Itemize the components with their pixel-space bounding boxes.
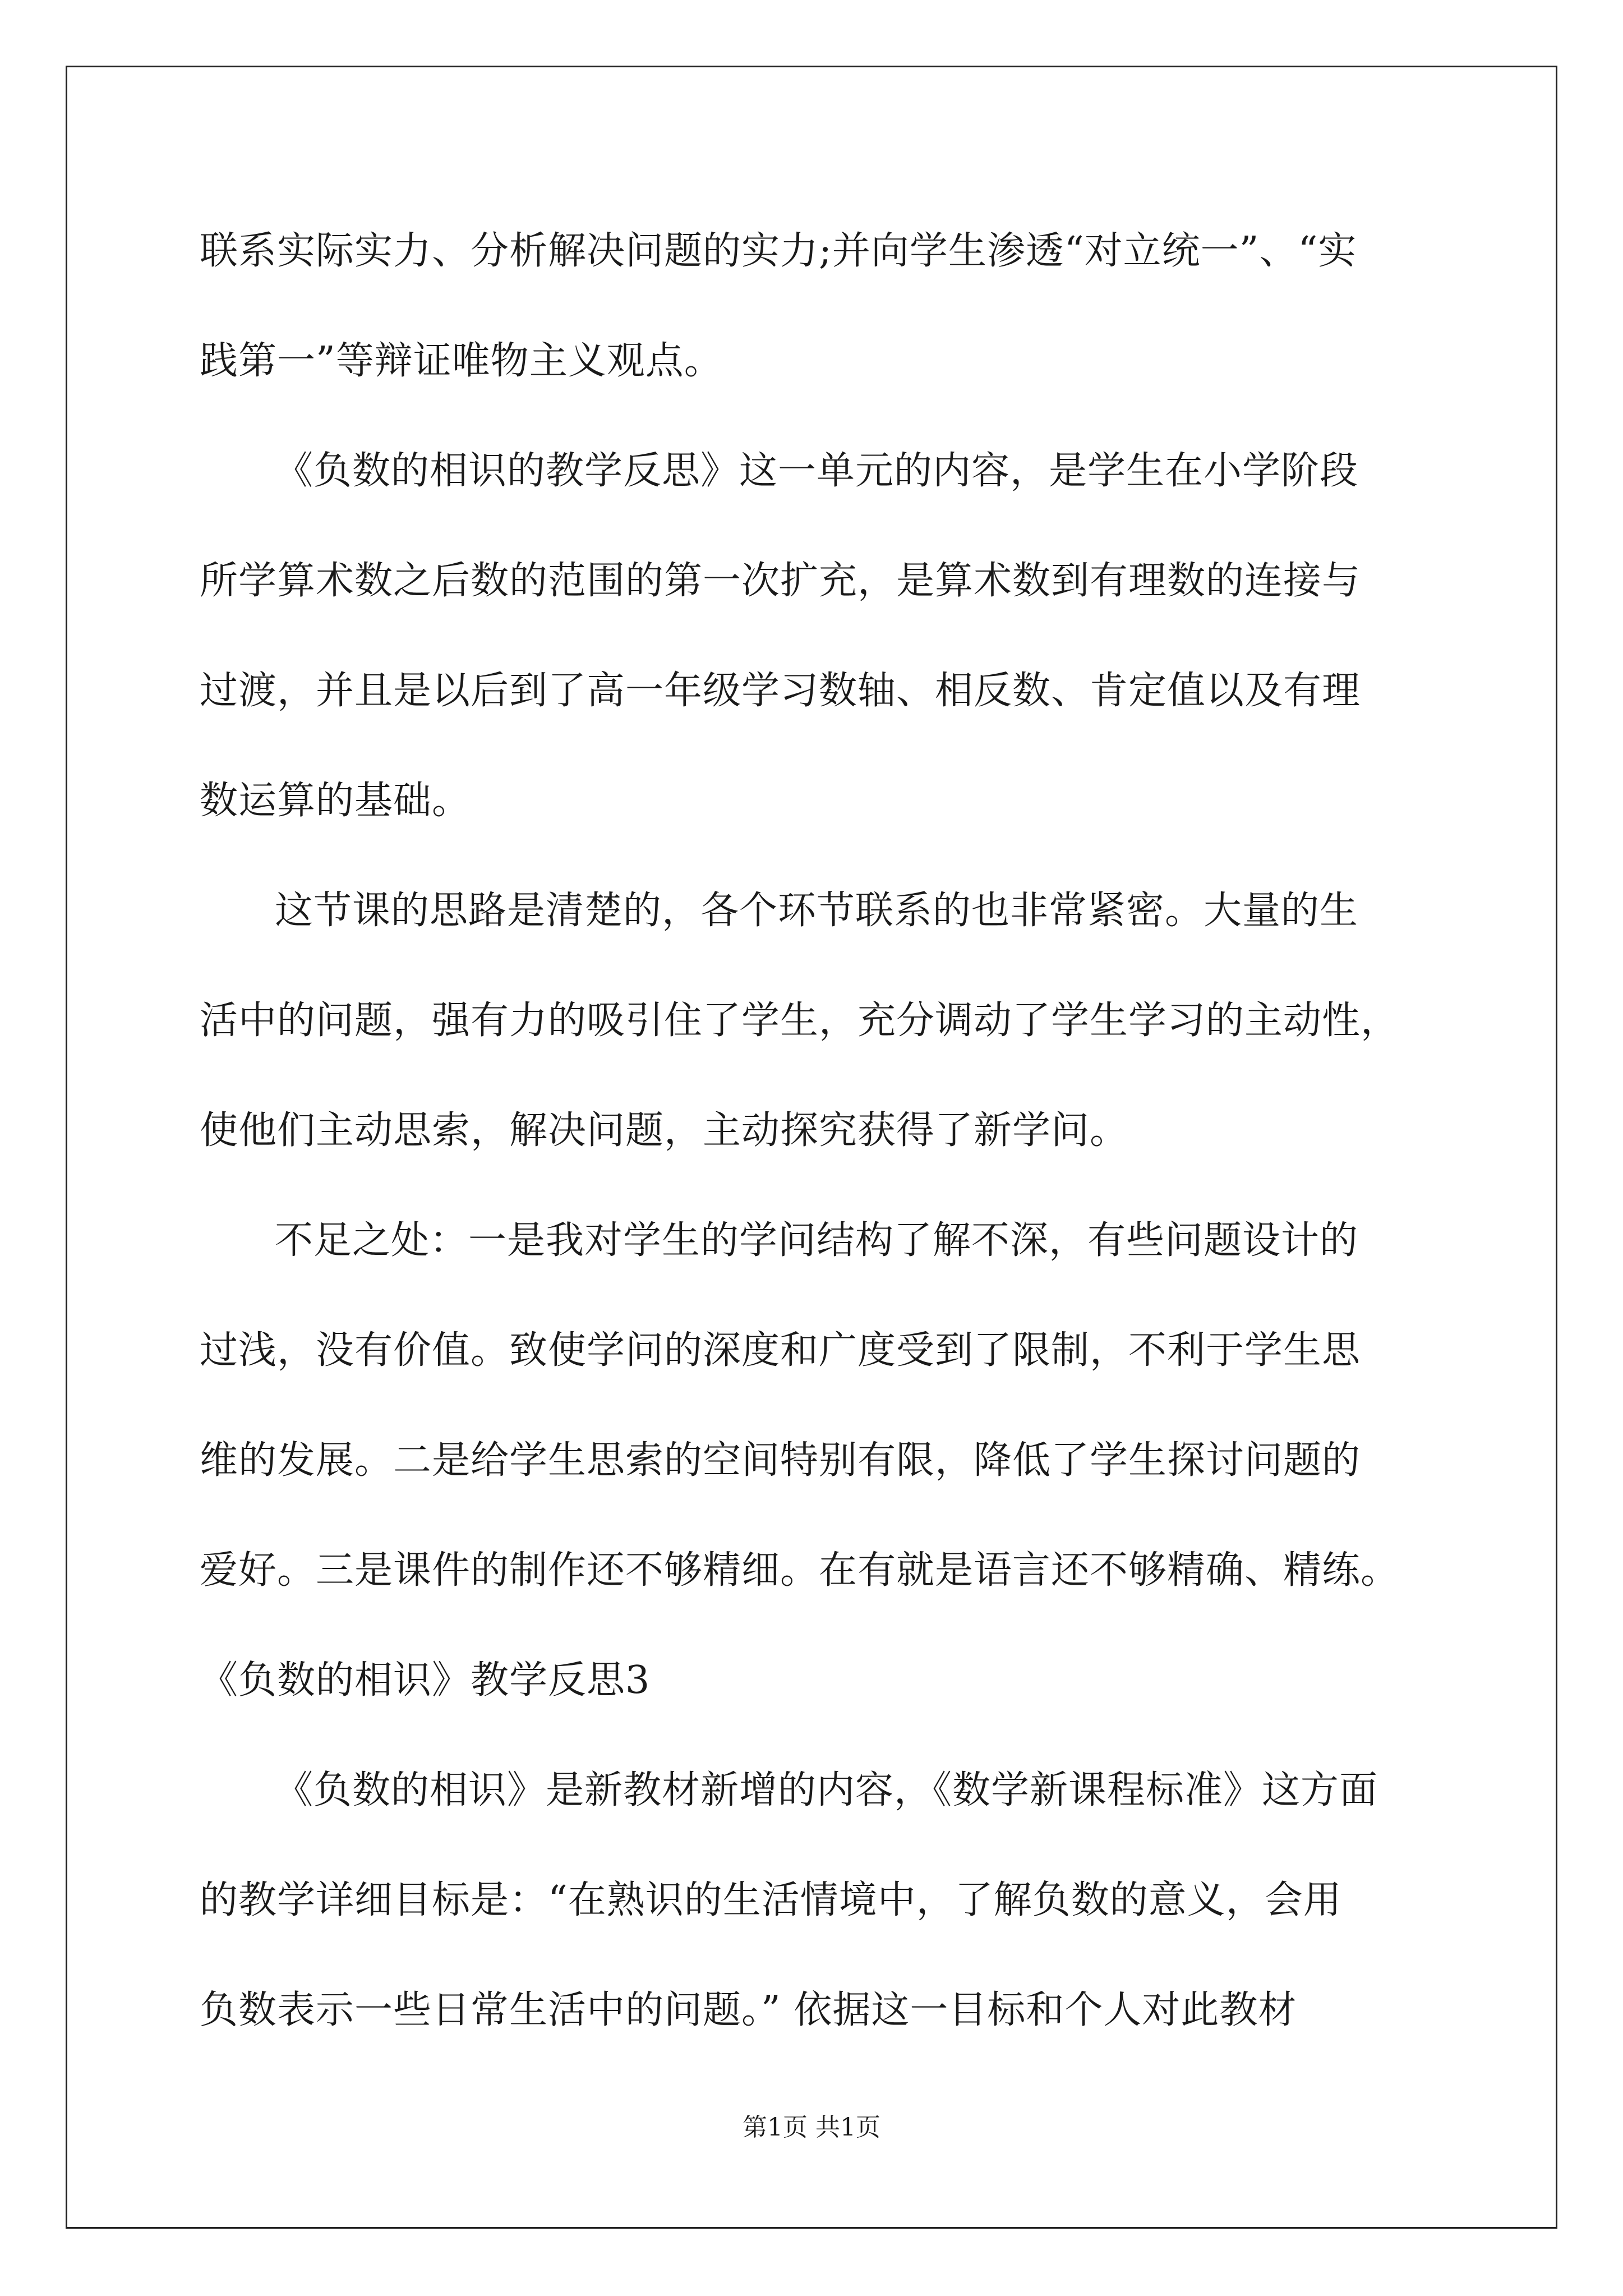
paragraph-line: 过浅，没有价值。致使学问的深度和广度受到了限制，不利于学生思 (200, 1328, 1361, 1373)
paragraph-line: 过渡，并且是以后到了高一年级学习数轴、相反数、肯定值以及有理 (200, 669, 1361, 713)
paragraph-line: 的教学详细目标是：“在熟识的生活情境中，了解负数的意义，会用 (200, 1878, 1342, 1922)
paragraph-line: 爱好。三是课件的制作还不够精细。在有就是语言还不够精确、精练。 (200, 1548, 1400, 1593)
paragraph-line: 《负数的相识的教学反思》这一单元的内容，是学生在小学阶段 (275, 449, 1359, 493)
paragraph-line: 不足之处：一是我对学生的学问结构了解不深，有些问题设计的 (275, 1218, 1359, 1263)
paragraph-line: 这节课的思路是清楚的，各个环节联系的也非常紧密。大量的生 (275, 889, 1359, 933)
paragraph-line: 联系实际实力、分析解决问题的实力;并向学生渗透“对立统一”、“实 (200, 229, 1357, 273)
paragraph-line: 数运算的基础。 (200, 779, 471, 823)
paragraph-line: 负数表示一些日常生活中的问题。” 依据这一目标和个人对此教材 (200, 1988, 1297, 2032)
paragraph-line: 《负数的相识》是新教材新增的内容，《数学新课程标准》这方面 (275, 1768, 1378, 1812)
paragraph-line: 践第一”等辩证唯物主义观点。 (200, 339, 723, 383)
paragraph-line: 维的发展。二是给学生思索的空间特别有限，降低了学生探讨问题的 (200, 1438, 1361, 1483)
section-heading: 《负数的相识》教学反思3 (200, 1658, 651, 1703)
paragraph-line: 使他们主动思索，解决问题，主动探究获得了新学问。 (200, 1108, 1129, 1153)
paragraph-line: 活中的问题，强有力的吸引住了学生，充分调动了学生学习的主动性， (200, 999, 1400, 1043)
page-number-footer: 第1页 共1页 (743, 2113, 880, 2142)
paragraph-line: 所学算术数之后数的范围的第一次扩充，是算术数到有理数的连接与 (200, 559, 1361, 603)
